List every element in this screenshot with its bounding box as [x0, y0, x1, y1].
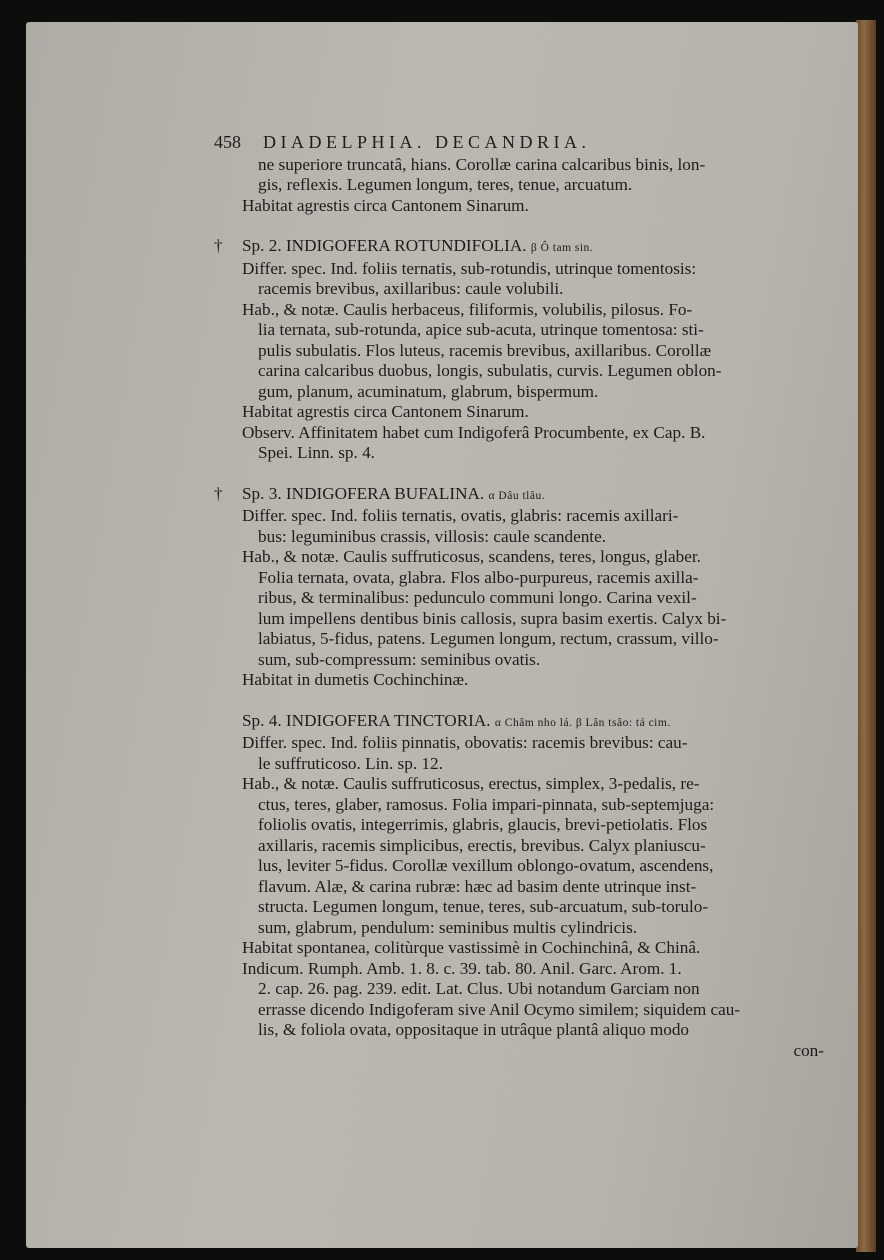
text-line: le suffruticoso. Lin. sp. 12. [258, 753, 443, 773]
species-heading [214, 711, 844, 734]
text-line: carina calcaribus duobus, longis, subulatis, curvis. Legumen oblon- [258, 361, 722, 380]
body-lines [214, 155, 844, 1062]
running-head: DIADELPHIA. DECANDRIA. [263, 132, 591, 152]
species-heading [214, 484, 844, 507]
text-line: structa. Legumen longum, tenue, teres, sub-arcuatum, sub-torulo- [258, 897, 709, 916]
text-line: lis, & foliola ovata, oppositaque in utrâque plantâ aliquo modo [258, 1020, 690, 1039]
text-line: Hab., & notæ. Caulis herbaceus, filiformis, volubilis, pilosus. Fo- [242, 299, 693, 319]
text-line: ne superiore truncatâ, hians. Corollæ carina calcaribus binis, lon- [258, 154, 706, 174]
text-line: gis, reflexis. Legumen longum, teres, tenue, arcuatum. [258, 175, 633, 194]
species-title: Sp. 2. INDIGOFERA ROTUNDIFOLIA. [242, 236, 531, 255]
text-line: ctus, teres, glaber, ramosus. Folia impari-pinnata, sub-septemjuga: [258, 794, 715, 814]
text-line: flavum. Alæ, & carina rubræ: hæc ad basim dente utrinque inst- [258, 876, 697, 896]
paragraph-gap [214, 464, 844, 484]
text-line: gum, planum, acuminatum, glabrum, bispermum. [258, 381, 599, 401]
text-line: Folia ternata, ovata, glabra. Flos albo-purpureus, racemis axilla- [258, 567, 699, 587]
text-line: sum, glabrum, pendulum: seminibus multis cylindricis. [258, 917, 638, 937]
text-line: foliolis ovatis, integerrimis, glabris, glaucis, brevi-petiolatis. Flos [258, 815, 708, 834]
text-line: lum impellens dentibus binis callosis, supra basim exertis. Calyx bi- [258, 608, 727, 628]
text-line: con- [793, 1040, 824, 1060]
text-line: ribus, & terminalibus: pedunculo communi longo. Carina vexil- [258, 588, 697, 607]
book-edge [856, 20, 876, 1252]
species-heading [214, 236, 844, 259]
text-line: Habitat in dumetis Cochinchinæ. [242, 670, 469, 689]
page-number: 458 [214, 132, 241, 152]
paragraph-gap [214, 216, 844, 236]
vernacular-name: α Dâu tlâu. [488, 489, 546, 502]
text-line: Differ. spec. Ind. foliis pinnatis, obovatis: racemis brevibus: cau- [242, 733, 688, 752]
vernacular-name: β Ô tam sin. [530, 242, 594, 254]
text-line: Spei. Linn. sp. 4. [258, 443, 375, 462]
text-line: Differ. spec. Ind. foliis ternatis, sub-rotundis, utrinque tomentosis: [242, 258, 697, 278]
paragraph-gap [214, 691, 844, 711]
text-line: Differ. spec. Ind. foliis ternatis, ovatis, glabris: racemis axillari- [242, 506, 679, 525]
text-line: lus, leviter 5-fidus. Corollæ vexillum oblongo-ovatum, ascendens, [258, 856, 714, 875]
text-line: 2. cap. 26. pag. 239. edit. Lat. Clus. Ubi notandum Garciam non [258, 979, 700, 998]
text-line: Observ. Affinitatem habet cum Indigoferâ Procumbente, ex Cap. B. [242, 422, 706, 442]
text-line: Hab., & notæ. Caulis suffruticosus, erectus, simplex, 3-pedalis, re- [242, 774, 700, 793]
text-line: Hab., & notæ. Caulis suffruticosus, scandens, teres, longus, glaber. [242, 547, 701, 566]
text-line: Habitat spontanea, colitùrque vastissimè in Cochinchinâ, & Chinâ. [242, 938, 701, 957]
text-line: errasse dicendo Indigoferam sive Anil Ocymo similem; siquidem cau- [258, 999, 741, 1019]
text-line: pulis subulatis. Flos luteus, racemis brevibus, axillaribus. Corollæ [258, 340, 712, 360]
dagger-mark: † [214, 236, 223, 255]
text-line: bus: leguminibus crassis, villosis: caule scandente. [258, 526, 606, 546]
running-head-row [214, 132, 844, 153]
text-line: sum, sub-compressum: seminibus ovatis. [258, 649, 541, 669]
species-title: Sp. 3. INDIGOFERA BUFALINA. [242, 483, 489, 503]
text-line: Indicum. Rumph. Amb. 1. 8. c. 39. tab. 80. Anil. Garc. Arom. 1. [242, 958, 682, 978]
text-line: lia ternata, sub-rotunda, apice sub-acuta, utrinque tomentosa: sti- [258, 320, 704, 339]
species-title: Sp. 4. INDIGOFERA TINCTORIA. [242, 710, 495, 730]
dagger-mark: † [214, 483, 223, 503]
text-line: racemis brevibus, axillaribus: caule volubili. [258, 279, 564, 298]
text-line: Habitat agrestis circa Cantonem Sinarum. [242, 402, 529, 421]
text-line: labiatus, 5-fidus, patens. Legumen longum, rectum, crassum, villo- [258, 629, 719, 648]
text-line: Habitat agrestis circa Cantonem Sinarum. [242, 195, 529, 215]
page-text [214, 132, 844, 1061]
vernacular-name: α Châm nho lá. β Lân tsâo: tá cim. [494, 716, 671, 729]
text-line: axillaris, racemis simplicibus, erectis, brevibus. Calyx planiuscu- [258, 835, 706, 855]
